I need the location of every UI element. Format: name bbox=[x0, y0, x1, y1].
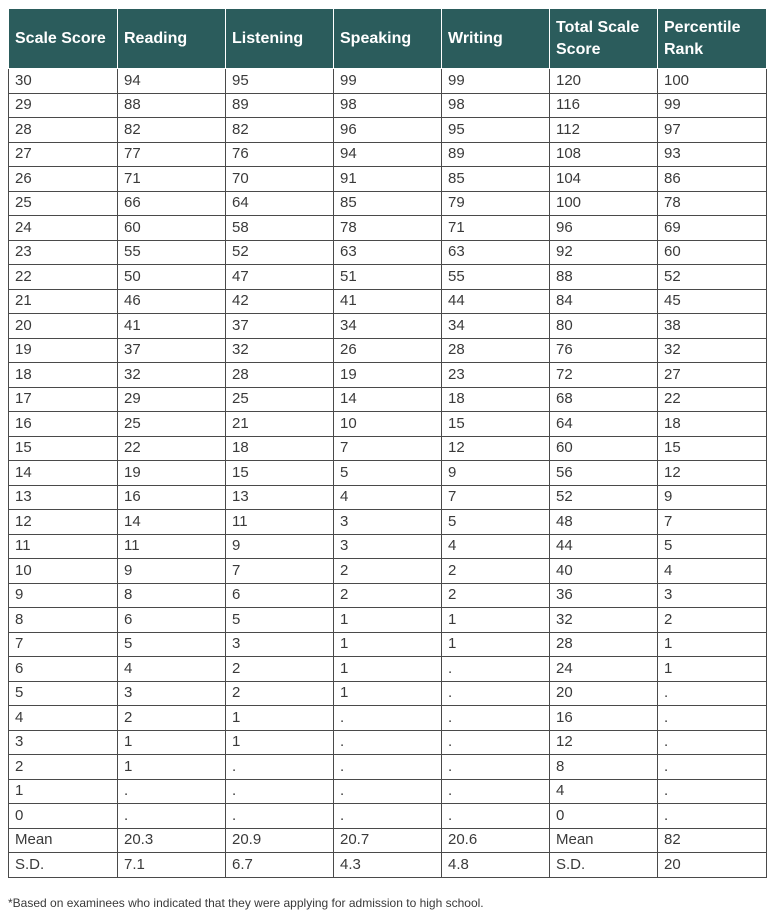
table-cell: 104 bbox=[550, 167, 658, 192]
table-cell: 3 bbox=[334, 534, 442, 559]
table-cell: 48 bbox=[550, 510, 658, 535]
table-cell: 11 bbox=[118, 534, 226, 559]
table-row bbox=[9, 730, 767, 755]
table-cell: 7 bbox=[334, 436, 442, 461]
table-cell: 100 bbox=[550, 191, 658, 216]
table-cell: 2 bbox=[9, 755, 118, 780]
table-cell: . bbox=[658, 779, 767, 804]
table-cell: 30 bbox=[9, 69, 118, 94]
table-cell: 1 bbox=[658, 632, 767, 657]
table-cell: 20.3 bbox=[118, 828, 226, 853]
table-cell: 98 bbox=[442, 93, 550, 118]
table-cell: 82 bbox=[118, 118, 226, 143]
table-cell: 7 bbox=[226, 559, 334, 584]
table-row bbox=[9, 559, 767, 584]
table-cell: S.D. bbox=[550, 853, 658, 878]
table-cell: 26 bbox=[9, 167, 118, 192]
table-cell: 23 bbox=[442, 363, 550, 388]
table-cell: 4 bbox=[334, 485, 442, 510]
table-cell: 99 bbox=[658, 93, 767, 118]
table-cell: . bbox=[442, 779, 550, 804]
table-cell: 38 bbox=[658, 314, 767, 339]
table-cell: 50 bbox=[118, 265, 226, 290]
table-cell: . bbox=[226, 755, 334, 780]
table-cell: 12 bbox=[550, 730, 658, 755]
table-cell: S.D. bbox=[9, 853, 118, 878]
table-cell: 0 bbox=[550, 804, 658, 829]
table-cell: 1 bbox=[334, 632, 442, 657]
table-cell: 5 bbox=[9, 681, 118, 706]
score-table-container bbox=[8, 8, 766, 878]
table-row bbox=[9, 755, 767, 780]
table-cell: 16 bbox=[550, 706, 658, 731]
table-cell: 10 bbox=[9, 559, 118, 584]
table-cell: 4 bbox=[118, 657, 226, 682]
table-cell: 41 bbox=[118, 314, 226, 339]
table-cell: 94 bbox=[334, 142, 442, 167]
table-cell: 56 bbox=[550, 461, 658, 486]
table-cell: 10 bbox=[334, 412, 442, 437]
table-cell: 95 bbox=[442, 118, 550, 143]
table-cell: 60 bbox=[550, 436, 658, 461]
table-cell: 99 bbox=[334, 69, 442, 94]
table-cell: 96 bbox=[334, 118, 442, 143]
table-cell: 20.9 bbox=[226, 828, 334, 853]
table-cell: 72 bbox=[550, 363, 658, 388]
table-cell: 25 bbox=[118, 412, 226, 437]
table-row bbox=[9, 436, 767, 461]
table-cell: 0 bbox=[9, 804, 118, 829]
table-cell: 68 bbox=[550, 387, 658, 412]
table-cell: 1 bbox=[118, 730, 226, 755]
table-cell: 20.6 bbox=[442, 828, 550, 853]
table-cell: . bbox=[442, 706, 550, 731]
header-percentile-rank: Percentile Rank bbox=[658, 9, 767, 69]
table-cell: 12 bbox=[442, 436, 550, 461]
table-cell: 55 bbox=[118, 240, 226, 265]
table-row bbox=[9, 853, 767, 878]
table-cell: 63 bbox=[442, 240, 550, 265]
table-cell: 1 bbox=[118, 755, 226, 780]
table-row bbox=[9, 142, 767, 167]
table-cell: 82 bbox=[658, 828, 767, 853]
table-cell: 63 bbox=[334, 240, 442, 265]
table-cell: 41 bbox=[334, 289, 442, 314]
table-cell: 69 bbox=[658, 216, 767, 241]
table-cell: 99 bbox=[442, 69, 550, 94]
table-cell: 89 bbox=[226, 93, 334, 118]
table-cell: 24 bbox=[550, 657, 658, 682]
table-cell: 3 bbox=[334, 510, 442, 535]
table-cell: 85 bbox=[334, 191, 442, 216]
table-cell: 12 bbox=[9, 510, 118, 535]
table-cell: 32 bbox=[658, 338, 767, 363]
table-cell: 13 bbox=[226, 485, 334, 510]
table-row bbox=[9, 314, 767, 339]
table-cell: 2 bbox=[118, 706, 226, 731]
table-cell: 60 bbox=[658, 240, 767, 265]
table-cell: . bbox=[118, 779, 226, 804]
table-cell: Mean bbox=[550, 828, 658, 853]
table-cell: 112 bbox=[550, 118, 658, 143]
table-cell: 60 bbox=[118, 216, 226, 241]
table-cell: 40 bbox=[550, 559, 658, 584]
table-cell: 19 bbox=[9, 338, 118, 363]
table-cell: 2 bbox=[442, 583, 550, 608]
table-cell: 7 bbox=[442, 485, 550, 510]
table-row bbox=[9, 681, 767, 706]
table-cell: 47 bbox=[226, 265, 334, 290]
table-header bbox=[9, 9, 767, 69]
table-cell: 64 bbox=[550, 412, 658, 437]
table-cell: 86 bbox=[658, 167, 767, 192]
table-cell: 21 bbox=[9, 289, 118, 314]
table-cell: 22 bbox=[658, 387, 767, 412]
table-cell: 11 bbox=[9, 534, 118, 559]
table-cell: . bbox=[658, 681, 767, 706]
table-cell: 28 bbox=[550, 632, 658, 657]
table-cell: 52 bbox=[226, 240, 334, 265]
table-cell: 2 bbox=[226, 681, 334, 706]
table-cell: 6.7 bbox=[226, 853, 334, 878]
table-cell: 6 bbox=[9, 657, 118, 682]
table-cell: 29 bbox=[9, 93, 118, 118]
table-cell: 27 bbox=[658, 363, 767, 388]
table-cell: 21 bbox=[226, 412, 334, 437]
footnote: *Based on examinees who indicated that they were applying for admission to high school. bbox=[8, 896, 484, 910]
table-cell: 6 bbox=[226, 583, 334, 608]
table-cell: 2 bbox=[226, 657, 334, 682]
table-cell: 28 bbox=[9, 118, 118, 143]
table-cell: . bbox=[442, 730, 550, 755]
table-cell: 9 bbox=[9, 583, 118, 608]
table-cell: 22 bbox=[9, 265, 118, 290]
table-cell: 18 bbox=[442, 387, 550, 412]
table-cell: Mean bbox=[9, 828, 118, 853]
table-cell: 7 bbox=[658, 510, 767, 535]
table-cell: 51 bbox=[334, 265, 442, 290]
table-cell: 15 bbox=[658, 436, 767, 461]
table-cell: 98 bbox=[334, 93, 442, 118]
table-row bbox=[9, 583, 767, 608]
table-row bbox=[9, 240, 767, 265]
header-speaking: Speaking bbox=[334, 9, 442, 69]
table-cell: 14 bbox=[9, 461, 118, 486]
table-row bbox=[9, 338, 767, 363]
table-row bbox=[9, 216, 767, 241]
table-cell: 24 bbox=[9, 216, 118, 241]
table-cell: 88 bbox=[550, 265, 658, 290]
table-cell: 71 bbox=[118, 167, 226, 192]
table-cell: 52 bbox=[658, 265, 767, 290]
table-cell: . bbox=[442, 657, 550, 682]
table-cell: 15 bbox=[9, 436, 118, 461]
table-cell: 18 bbox=[9, 363, 118, 388]
table-cell: 58 bbox=[226, 216, 334, 241]
table-row bbox=[9, 779, 767, 804]
table-cell: 11 bbox=[226, 510, 334, 535]
table-cell: 46 bbox=[118, 289, 226, 314]
table-cell: 96 bbox=[550, 216, 658, 241]
table-cell: 23 bbox=[9, 240, 118, 265]
table-cell: 94 bbox=[118, 69, 226, 94]
table-cell: 78 bbox=[334, 216, 442, 241]
table-cell: 1 bbox=[334, 608, 442, 633]
table-cell: 91 bbox=[334, 167, 442, 192]
table-cell: 1 bbox=[226, 730, 334, 755]
table-cell: . bbox=[334, 804, 442, 829]
table-row bbox=[9, 118, 767, 143]
table-cell: . bbox=[334, 730, 442, 755]
table-row bbox=[9, 534, 767, 559]
table-row bbox=[9, 191, 767, 216]
table-cell: 32 bbox=[118, 363, 226, 388]
table-cell: 88 bbox=[118, 93, 226, 118]
table-cell: 32 bbox=[550, 608, 658, 633]
table-cell: 95 bbox=[226, 69, 334, 94]
table-cell: 20 bbox=[658, 853, 767, 878]
table-cell: 16 bbox=[118, 485, 226, 510]
table-row bbox=[9, 289, 767, 314]
table-row bbox=[9, 804, 767, 829]
table-cell: . bbox=[658, 755, 767, 780]
table-cell: 3 bbox=[226, 632, 334, 657]
table-cell: 85 bbox=[442, 167, 550, 192]
table-row bbox=[9, 461, 767, 486]
table-cell: 4 bbox=[9, 706, 118, 731]
table-cell: 92 bbox=[550, 240, 658, 265]
table-cell: 20 bbox=[550, 681, 658, 706]
header-row bbox=[9, 9, 767, 69]
table-cell: . bbox=[442, 681, 550, 706]
table-cell: 27 bbox=[9, 142, 118, 167]
table-cell: . bbox=[334, 706, 442, 731]
table-cell: 1 bbox=[9, 779, 118, 804]
table-cell: 5 bbox=[118, 632, 226, 657]
table-cell: 89 bbox=[442, 142, 550, 167]
table-cell: 52 bbox=[550, 485, 658, 510]
table-cell: . bbox=[658, 730, 767, 755]
table-row bbox=[9, 608, 767, 633]
table-cell: 1 bbox=[226, 706, 334, 731]
table-cell: 19 bbox=[334, 363, 442, 388]
header-total-scale-score: Total Scale Score bbox=[550, 9, 658, 69]
table-cell: 3 bbox=[118, 681, 226, 706]
table-cell: 8 bbox=[550, 755, 658, 780]
table-row bbox=[9, 485, 767, 510]
table-cell: 1 bbox=[334, 657, 442, 682]
table-cell: 4.8 bbox=[442, 853, 550, 878]
table-cell: 5 bbox=[658, 534, 767, 559]
table-cell: . bbox=[226, 779, 334, 804]
table-cell: 37 bbox=[118, 338, 226, 363]
table-cell: 32 bbox=[226, 338, 334, 363]
table-cell: 5 bbox=[226, 608, 334, 633]
table-cell: 55 bbox=[442, 265, 550, 290]
table-cell: 100 bbox=[658, 69, 767, 94]
table-cell: 2 bbox=[334, 559, 442, 584]
table-cell: 34 bbox=[334, 314, 442, 339]
table-cell: 7 bbox=[9, 632, 118, 657]
table-cell: 6 bbox=[118, 608, 226, 633]
table-cell: 80 bbox=[550, 314, 658, 339]
table-cell: 44 bbox=[442, 289, 550, 314]
table-cell: . bbox=[334, 755, 442, 780]
table-cell: 14 bbox=[118, 510, 226, 535]
table-cell: 76 bbox=[550, 338, 658, 363]
table-cell: 2 bbox=[334, 583, 442, 608]
table-cell: 2 bbox=[658, 608, 767, 633]
table-cell: 34 bbox=[442, 314, 550, 339]
table-row bbox=[9, 265, 767, 290]
table-row bbox=[9, 69, 767, 94]
table-cell: 17 bbox=[9, 387, 118, 412]
table-cell: . bbox=[658, 706, 767, 731]
table-row bbox=[9, 657, 767, 682]
table-cell: 18 bbox=[658, 412, 767, 437]
table-row bbox=[9, 167, 767, 192]
table-row bbox=[9, 828, 767, 853]
table-cell: 13 bbox=[9, 485, 118, 510]
table-cell: 97 bbox=[658, 118, 767, 143]
table-cell: 4 bbox=[550, 779, 658, 804]
header-writing: Writing bbox=[442, 9, 550, 69]
table-cell: 76 bbox=[226, 142, 334, 167]
table-cell: 28 bbox=[442, 338, 550, 363]
table-cell: 116 bbox=[550, 93, 658, 118]
table-cell: 28 bbox=[226, 363, 334, 388]
table-row bbox=[9, 363, 767, 388]
table-cell: 8 bbox=[9, 608, 118, 633]
table-cell: 19 bbox=[118, 461, 226, 486]
table-cell: 12 bbox=[658, 461, 767, 486]
table-cell: 42 bbox=[226, 289, 334, 314]
table-cell: 9 bbox=[226, 534, 334, 559]
table-cell: 79 bbox=[442, 191, 550, 216]
table-cell: 2 bbox=[442, 559, 550, 584]
table-cell: . bbox=[226, 804, 334, 829]
table-cell: 4 bbox=[658, 559, 767, 584]
table-cell: 9 bbox=[442, 461, 550, 486]
table-cell: 9 bbox=[118, 559, 226, 584]
table-cell: 14 bbox=[334, 387, 442, 412]
table-cell: 36 bbox=[550, 583, 658, 608]
table-cell: 4.3 bbox=[334, 853, 442, 878]
table-cell: . bbox=[442, 804, 550, 829]
table-cell: 16 bbox=[9, 412, 118, 437]
table-cell: 15 bbox=[442, 412, 550, 437]
table-cell: 45 bbox=[658, 289, 767, 314]
table-cell: 22 bbox=[118, 436, 226, 461]
table-cell: 70 bbox=[226, 167, 334, 192]
table-cell: 1 bbox=[658, 657, 767, 682]
table-cell: 25 bbox=[226, 387, 334, 412]
table-cell: 44 bbox=[550, 534, 658, 559]
table-cell: 82 bbox=[226, 118, 334, 143]
header-scale-score: Scale Score bbox=[9, 9, 118, 69]
table-cell: . bbox=[658, 804, 767, 829]
table-row bbox=[9, 510, 767, 535]
table-cell: 29 bbox=[118, 387, 226, 412]
table-cell: 4 bbox=[442, 534, 550, 559]
table-cell: 7.1 bbox=[118, 853, 226, 878]
header-listening: Listening bbox=[226, 9, 334, 69]
table-cell: 71 bbox=[442, 216, 550, 241]
table-cell: 1 bbox=[334, 681, 442, 706]
table-cell: 77 bbox=[118, 142, 226, 167]
table-row bbox=[9, 93, 767, 118]
table-cell: 64 bbox=[226, 191, 334, 216]
table-cell: 5 bbox=[442, 510, 550, 535]
table-row bbox=[9, 412, 767, 437]
table-cell: 78 bbox=[658, 191, 767, 216]
table-cell: 5 bbox=[334, 461, 442, 486]
table-cell: . bbox=[118, 804, 226, 829]
header-reading: Reading bbox=[118, 9, 226, 69]
table-cell: 120 bbox=[550, 69, 658, 94]
table-cell: 66 bbox=[118, 191, 226, 216]
table-cell: 3 bbox=[658, 583, 767, 608]
table-cell: 108 bbox=[550, 142, 658, 167]
table-row bbox=[9, 632, 767, 657]
table-cell: . bbox=[442, 755, 550, 780]
table-cell: 3 bbox=[9, 730, 118, 755]
table-cell: 18 bbox=[226, 436, 334, 461]
table-cell: 1 bbox=[442, 632, 550, 657]
table-cell: . bbox=[334, 779, 442, 804]
score-table bbox=[8, 8, 767, 878]
table-cell: 26 bbox=[334, 338, 442, 363]
table-cell: 20 bbox=[9, 314, 118, 339]
table-cell: 84 bbox=[550, 289, 658, 314]
table-body bbox=[9, 69, 767, 878]
table-row bbox=[9, 706, 767, 731]
table-cell: 37 bbox=[226, 314, 334, 339]
table-cell: 1 bbox=[442, 608, 550, 633]
table-cell: 9 bbox=[658, 485, 767, 510]
table-cell: 20.7 bbox=[334, 828, 442, 853]
table-cell: 8 bbox=[118, 583, 226, 608]
table-row bbox=[9, 387, 767, 412]
table-cell: 15 bbox=[226, 461, 334, 486]
table-cell: 93 bbox=[658, 142, 767, 167]
table-cell: 25 bbox=[9, 191, 118, 216]
